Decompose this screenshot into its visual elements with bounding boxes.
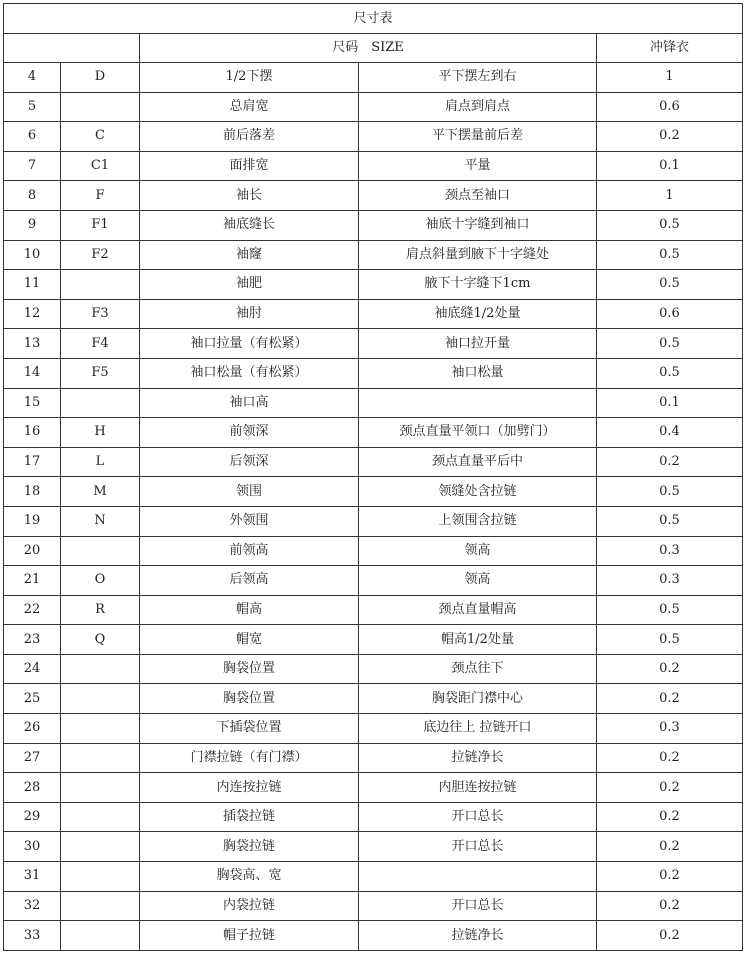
measure-method-cell: 颈点直量帽高 xyxy=(359,595,597,625)
tolerance-value-cell: 1 xyxy=(597,63,743,93)
measure-method-cell: 腋下十字缝下1cm xyxy=(359,270,597,300)
part-name-cell: 内袋拉链 xyxy=(140,891,359,921)
row-number-cell: 10 xyxy=(4,240,61,270)
tolerance-value-cell: 0.1 xyxy=(597,151,743,181)
tolerance-value-cell: 0.5 xyxy=(597,477,743,507)
row-number-cell: 31 xyxy=(4,862,61,892)
tolerance-value-cell: 0.2 xyxy=(597,891,743,921)
tolerance-value-cell: 0.2 xyxy=(597,684,743,714)
table-row xyxy=(4,862,743,892)
table-row xyxy=(4,151,743,181)
part-name-cell: 下插袋位置 xyxy=(140,714,359,744)
tolerance-value-cell: 0.2 xyxy=(597,921,743,951)
part-name-cell: 胸袋高、宽 xyxy=(140,862,359,892)
measure-method-cell: 领高 xyxy=(359,536,597,566)
code-cell xyxy=(61,832,140,862)
row-number-cell: 15 xyxy=(4,388,61,418)
table-row xyxy=(4,743,743,773)
size-header: 尺码 SIZE xyxy=(140,34,597,63)
measure-method-cell: 平下摆量前后差 xyxy=(359,122,597,152)
row-number-cell: 30 xyxy=(4,832,61,862)
table-row xyxy=(4,122,743,152)
measure-method-cell: 平下摆左到右 xyxy=(359,63,597,93)
code-cell: H xyxy=(61,418,140,448)
code-cell xyxy=(61,684,140,714)
part-name-cell: 领围 xyxy=(140,477,359,507)
row-number-cell: 26 xyxy=(4,714,61,744)
part-name-cell: 前后落差 xyxy=(140,122,359,152)
tolerance-value-cell: 0.2 xyxy=(597,122,743,152)
code-cell xyxy=(61,743,140,773)
code-cell: F3 xyxy=(61,299,140,329)
tolerance-value-cell: 0.2 xyxy=(597,743,743,773)
table-row xyxy=(4,802,743,832)
measure-method-cell: 颈点直量平领口（加劈门） xyxy=(359,418,597,448)
tolerance-value-cell: 0.3 xyxy=(597,566,743,596)
row-number-cell: 6 xyxy=(4,122,61,152)
row-number-cell: 21 xyxy=(4,566,61,596)
code-cell: O xyxy=(61,566,140,596)
row-number-cell: 11 xyxy=(4,270,61,300)
part-name-cell: 后领深 xyxy=(140,447,359,477)
code-cell: N xyxy=(61,506,140,536)
measure-method-cell xyxy=(359,862,597,892)
part-name-cell: 插袋拉链 xyxy=(140,802,359,832)
part-name-cell: 帽宽 xyxy=(140,625,359,655)
tolerance-value-cell: 0.2 xyxy=(597,654,743,684)
row-number-cell: 25 xyxy=(4,684,61,714)
part-name-cell: 后领高 xyxy=(140,566,359,596)
row-number-cell: 8 xyxy=(4,181,61,211)
measure-method-cell: 肩点斜量到腋下十字缝处 xyxy=(359,240,597,270)
table-row xyxy=(4,477,743,507)
measure-method-cell: 平量 xyxy=(359,151,597,181)
row-number-cell: 19 xyxy=(4,506,61,536)
measure-method-cell: 袖口松量 xyxy=(359,358,597,388)
part-name-cell: 帽高 xyxy=(140,595,359,625)
code-cell xyxy=(61,862,140,892)
row-number-cell: 23 xyxy=(4,625,61,655)
measure-method-cell: 袖底十字缝到袖口 xyxy=(359,210,597,240)
tolerance-value-cell: 0.5 xyxy=(597,270,743,300)
part-name-cell: 袖口松量（有松紧） xyxy=(140,358,359,388)
measure-method-cell: 开口总长 xyxy=(359,802,597,832)
tolerance-value-cell: 1 xyxy=(597,181,743,211)
part-name-cell: 总肩宽 xyxy=(140,92,359,122)
row-number-cell: 27 xyxy=(4,743,61,773)
tolerance-value-cell: 0.2 xyxy=(597,802,743,832)
table-row xyxy=(4,388,743,418)
code-cell xyxy=(61,654,140,684)
part-name-cell: 袖口高 xyxy=(140,388,359,418)
table-row xyxy=(4,506,743,536)
code-cell xyxy=(61,773,140,803)
table-title: 尺寸表 xyxy=(4,4,743,34)
code-cell xyxy=(61,270,140,300)
measure-method-cell: 袖口拉开量 xyxy=(359,329,597,359)
part-name-cell: 胸袋位置 xyxy=(140,684,359,714)
measure-method-cell xyxy=(359,388,597,418)
code-cell: R xyxy=(61,595,140,625)
part-name-cell: 袖口拉量（有松紧） xyxy=(140,329,359,359)
row-number-cell: 7 xyxy=(4,151,61,181)
code-cell: C1 xyxy=(61,151,140,181)
row-number-cell: 24 xyxy=(4,654,61,684)
measure-method-cell: 开口总长 xyxy=(359,891,597,921)
product-header: 冲锋衣 xyxy=(597,34,743,63)
part-name-cell: 1/2下摆 xyxy=(140,63,359,93)
tolerance-value-cell: 0.4 xyxy=(597,418,743,448)
table-row xyxy=(4,773,743,803)
tolerance-value-cell: 0.1 xyxy=(597,388,743,418)
header-row xyxy=(4,34,743,63)
table-row xyxy=(4,891,743,921)
tolerance-value-cell: 0.5 xyxy=(597,506,743,536)
table-row xyxy=(4,240,743,270)
table-row xyxy=(4,92,743,122)
part-name-cell: 胸袋位置 xyxy=(140,654,359,684)
tolerance-value-cell: 0.2 xyxy=(597,862,743,892)
table-row xyxy=(4,210,743,240)
row-number-cell: 28 xyxy=(4,773,61,803)
tolerance-value-cell: 0.2 xyxy=(597,832,743,862)
measure-method-cell: 颈点直量平后中 xyxy=(359,447,597,477)
code-cell: D xyxy=(61,63,140,93)
row-number-cell: 18 xyxy=(4,477,61,507)
row-number-cell: 12 xyxy=(4,299,61,329)
tolerance-value-cell: 0.5 xyxy=(597,210,743,240)
code-cell: F4 xyxy=(61,329,140,359)
row-number-cell: 16 xyxy=(4,418,61,448)
header-blank-cell xyxy=(4,34,140,63)
table-row xyxy=(4,714,743,744)
table-row xyxy=(4,684,743,714)
table-row xyxy=(4,270,743,300)
table-row xyxy=(4,418,743,448)
tolerance-value-cell: 0.3 xyxy=(597,714,743,744)
part-name-cell: 胸袋拉链 xyxy=(140,832,359,862)
code-cell: F2 xyxy=(61,240,140,270)
table-row xyxy=(4,625,743,655)
code-cell: M xyxy=(61,477,140,507)
measure-method-cell: 颈点至袖口 xyxy=(359,181,597,211)
code-cell xyxy=(61,891,140,921)
part-name-cell: 袖底缝长 xyxy=(140,210,359,240)
table-row xyxy=(4,832,743,862)
table-row xyxy=(4,181,743,211)
measure-method-cell: 底边往上 拉链开口 xyxy=(359,714,597,744)
code-cell: L xyxy=(61,447,140,477)
measure-method-cell: 开口总长 xyxy=(359,832,597,862)
measure-method-cell: 肩点到肩点 xyxy=(359,92,597,122)
row-number-cell: 22 xyxy=(4,595,61,625)
code-cell: F1 xyxy=(61,210,140,240)
tolerance-value-cell: 0.3 xyxy=(597,536,743,566)
row-number-cell: 9 xyxy=(4,210,61,240)
table-row xyxy=(4,329,743,359)
part-name-cell: 袖肘 xyxy=(140,299,359,329)
measure-method-cell: 领缝处含拉链 xyxy=(359,477,597,507)
measure-method-cell: 胸袋距门襟中心 xyxy=(359,684,597,714)
part-name-cell: 帽子拉链 xyxy=(140,921,359,951)
tolerance-value-cell: 0.6 xyxy=(597,92,743,122)
table-row xyxy=(4,447,743,477)
part-name-cell: 门襟拉链（有门襟） xyxy=(140,743,359,773)
part-name-cell: 外领围 xyxy=(140,506,359,536)
row-number-cell: 33 xyxy=(4,921,61,951)
measure-method-cell: 颈点往下 xyxy=(359,654,597,684)
code-cell: C xyxy=(61,122,140,152)
code-cell: F xyxy=(61,181,140,211)
row-number-cell: 4 xyxy=(4,63,61,93)
code-cell xyxy=(61,714,140,744)
measure-method-cell: 拉链净长 xyxy=(359,921,597,951)
part-name-cell: 袖长 xyxy=(140,181,359,211)
table-row xyxy=(4,595,743,625)
size-table xyxy=(3,3,743,951)
code-cell xyxy=(61,921,140,951)
part-name-cell: 袖肥 xyxy=(140,270,359,300)
tolerance-value-cell: 0.5 xyxy=(597,625,743,655)
table-row xyxy=(4,566,743,596)
tolerance-value-cell: 0.5 xyxy=(597,358,743,388)
row-number-cell: 32 xyxy=(4,891,61,921)
table-row xyxy=(4,654,743,684)
part-name-cell: 面排宽 xyxy=(140,151,359,181)
table-row xyxy=(4,63,743,93)
tolerance-value-cell: 0.5 xyxy=(597,329,743,359)
title-row xyxy=(4,4,743,34)
measure-method-cell: 领高 xyxy=(359,566,597,596)
tolerance-value-cell: 0.2 xyxy=(597,773,743,803)
measure-method-cell: 内胆连按拉链 xyxy=(359,773,597,803)
tolerance-value-cell: 0.5 xyxy=(597,595,743,625)
code-cell: F5 xyxy=(61,358,140,388)
tolerance-value-cell: 0.2 xyxy=(597,447,743,477)
measure-method-cell: 帽高1/2处量 xyxy=(359,625,597,655)
tolerance-value-cell: 0.5 xyxy=(597,240,743,270)
row-number-cell: 14 xyxy=(4,358,61,388)
row-number-cell: 5 xyxy=(4,92,61,122)
code-cell: Q xyxy=(61,625,140,655)
code-cell xyxy=(61,802,140,832)
row-number-cell: 29 xyxy=(4,802,61,832)
part-name-cell: 前领高 xyxy=(140,536,359,566)
table-row xyxy=(4,536,743,566)
code-cell xyxy=(61,388,140,418)
measure-method-cell: 拉链净长 xyxy=(359,743,597,773)
code-cell xyxy=(61,536,140,566)
row-number-cell: 13 xyxy=(4,329,61,359)
part-name-cell: 袖窿 xyxy=(140,240,359,270)
part-name-cell: 内连按拉链 xyxy=(140,773,359,803)
tolerance-value-cell: 0.6 xyxy=(597,299,743,329)
part-name-cell: 前领深 xyxy=(140,418,359,448)
code-cell xyxy=(61,92,140,122)
row-number-cell: 20 xyxy=(4,536,61,566)
measure-method-cell: 袖底缝1/2处量 xyxy=(359,299,597,329)
row-number-cell: 17 xyxy=(4,447,61,477)
table-row xyxy=(4,299,743,329)
table-row xyxy=(4,358,743,388)
measure-method-cell: 上领围含拉链 xyxy=(359,506,597,536)
table-row xyxy=(4,921,743,951)
